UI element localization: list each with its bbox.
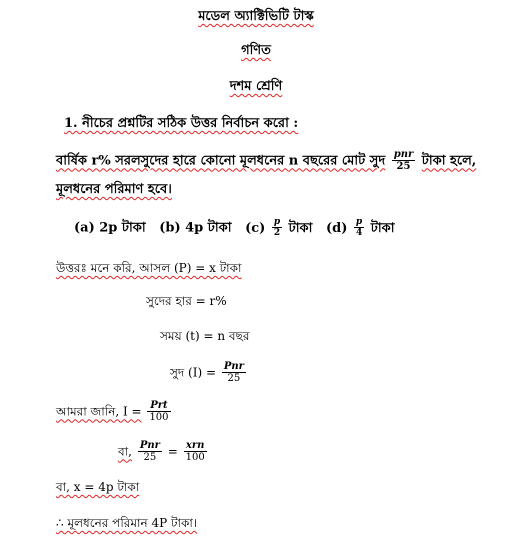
answer-line-5 <box>56 401 173 423</box>
answer-line-7 <box>56 481 139 493</box>
question-text-1: বার্ষিক r% সরলসুদের হারে কোনো মূলধনের n বছরের মোট সুদ <box>56 153 386 169</box>
answer-line-4-den: 25 <box>227 373 241 384</box>
answer-line-6-prefix: বা, <box>118 444 132 459</box>
answer-line-3-text: সময় (t) = n বছর <box>160 329 250 343</box>
option-c <box>245 217 317 238</box>
answer-line-6-fraction-right <box>184 441 207 463</box>
question-fraction <box>392 150 416 172</box>
question-text-2: টাকা হলে, <box>421 153 477 169</box>
title-text: মডেল অ্যাক্টিভিটি টাস্ক <box>198 9 314 24</box>
answer-line-1-text: উত্তরঃ মনে করি, আসল (P) = x টাকা <box>56 261 242 275</box>
answer-line-5-prefix: আমরা জানি, I = <box>56 404 142 419</box>
answer-line-4-num: Pnr <box>223 361 244 372</box>
answer-line-4-prefix: সুদ (I) = <box>170 365 217 380</box>
grade-text: দশম শ্রেণি <box>229 79 283 94</box>
option-d-fraction <box>354 218 364 238</box>
answer-line-5-den: 100 <box>149 412 169 423</box>
page-title <box>0 10 512 23</box>
option-d-suffix: টাকা <box>370 220 395 236</box>
subject-heading <box>0 44 512 57</box>
answer-line-5-fraction <box>147 401 170 423</box>
answer-line-6-equals: = <box>167 444 178 459</box>
option-c-num: p <box>273 217 281 227</box>
option-d-prefix: (d) <box>325 220 348 236</box>
answer-line-8-text: ∴ মূলধনের পরিমান 4P টাকা। <box>56 516 198 530</box>
answer-line-6-num-right: xrn <box>184 441 207 452</box>
option-c-prefix: (c) <box>245 220 266 236</box>
answer-line-6-num-left: Pnr <box>139 440 160 451</box>
fraction-numerator: pnr <box>393 149 414 160</box>
option-a: (a) 2p টাকা <box>74 220 146 236</box>
answer-line-4-fraction <box>222 362 246 384</box>
option-d-num: p <box>355 217 363 227</box>
answer-line-7-text: বা, x = 4p টাকা <box>56 480 140 494</box>
option-b: (b) 4p টাকা <box>159 220 232 236</box>
fraction-denominator: 25 <box>396 161 411 172</box>
option-c-fraction <box>272 218 282 238</box>
options-row <box>74 218 394 238</box>
answer-line-2 <box>146 295 227 307</box>
answer-line-2-text: সুদের হার = r% <box>146 294 227 308</box>
question-heading-text: 1. নীচের প্রশ্নটির সঠিক উত্তর নির্বাচন করো : <box>64 116 299 131</box>
option-d-den: 4 <box>355 228 363 238</box>
answer-line-6-den-left: 25 <box>143 452 157 463</box>
answer-line-8 <box>56 517 197 529</box>
question-line-2 <box>56 183 172 196</box>
option-c-den: 2 <box>273 228 281 238</box>
answer-line-3 <box>160 330 249 342</box>
subject-text: গণিত <box>241 43 271 58</box>
answer-line-4 <box>170 362 248 384</box>
question-heading <box>64 117 298 130</box>
question-text-3: মূলধনের পরিমাণ হবে। <box>56 182 172 197</box>
answer-line-6-fraction-left <box>138 441 162 463</box>
answer-line-6 <box>118 441 209 463</box>
option-d <box>325 217 395 238</box>
question-line-1 <box>56 150 476 172</box>
answer-line-6-den-right: 100 <box>185 452 205 463</box>
grade-heading <box>0 80 512 93</box>
answer-line-1 <box>56 262 242 274</box>
answer-line-5-num: Prt <box>147 401 170 412</box>
option-c-suffix: টাকা <box>288 220 313 236</box>
